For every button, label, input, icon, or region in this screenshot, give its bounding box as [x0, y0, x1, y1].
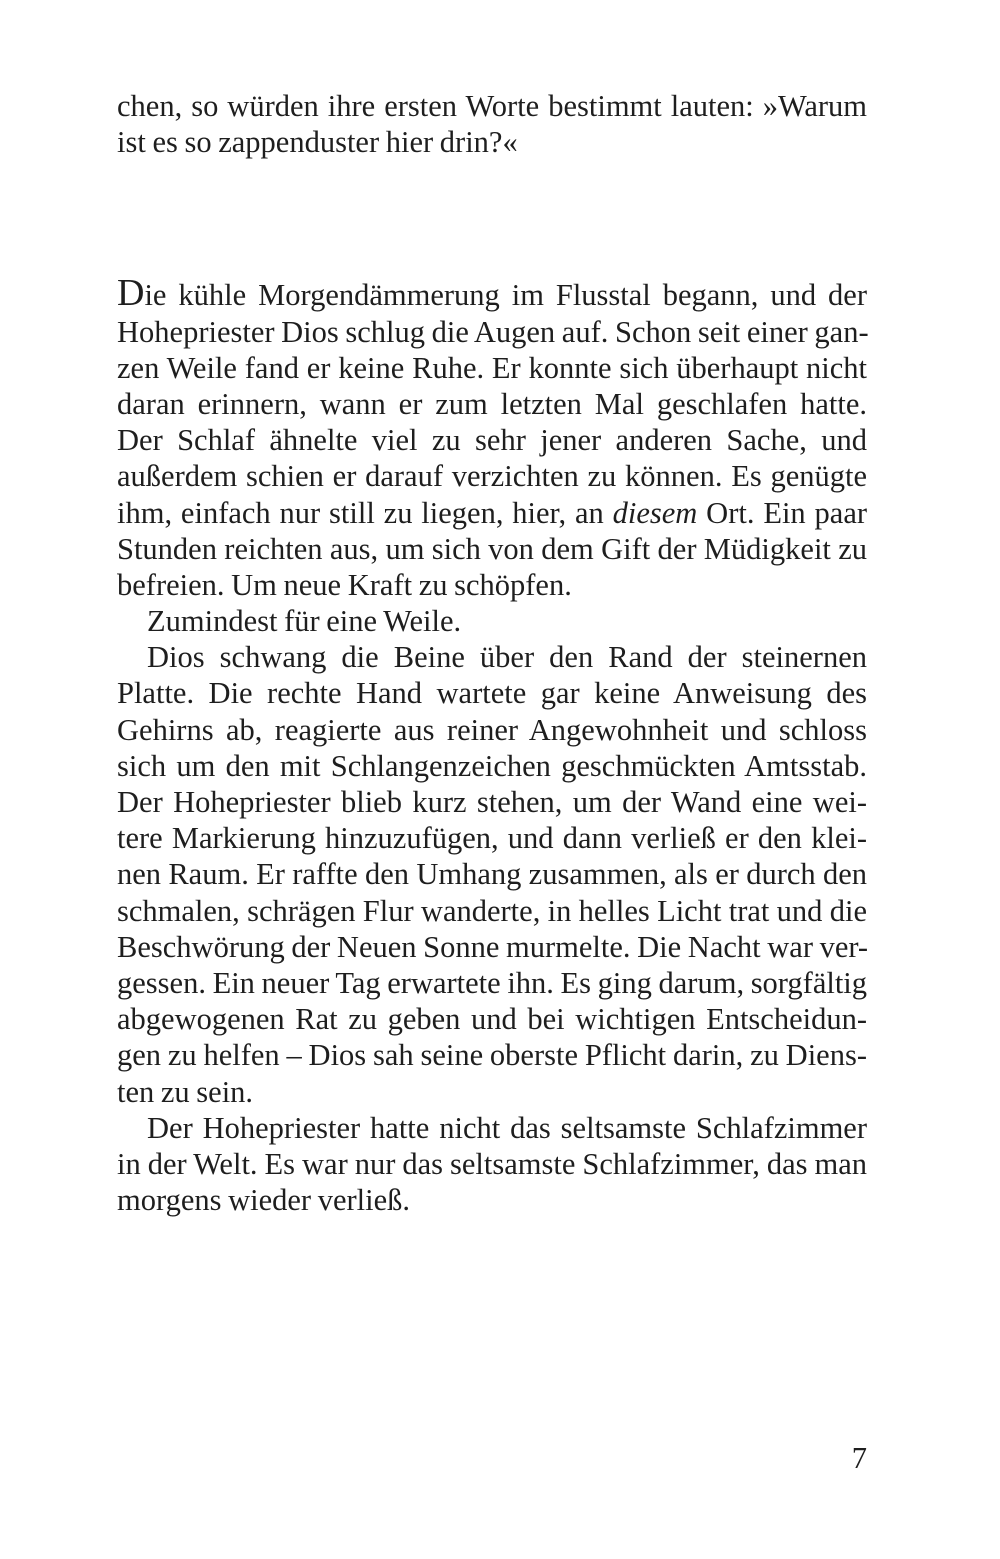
book-page-text	[117, 88, 867, 1218]
text-line: in der Welt. Es war nur das seltsamste Schlafzimmer, das man	[117, 1146, 867, 1181]
text-line: Platte. Die rechte Hand wartete gar keine Anweisung des	[117, 676, 867, 711]
initial-letter: D	[117, 272, 145, 315]
italic-word: diesem	[612, 495, 698, 530]
text-line: Dios schwang die Beine über den Rand der steinernen	[147, 640, 867, 675]
text-line: befreien. Um neue Kraft zu schöpfen.	[117, 567, 572, 602]
text-line: schmalen, schrägen Flur wanderte, in helles Licht trat und die	[117, 893, 867, 928]
text-line-first	[117, 272, 867, 315]
text-line: morgens wieder verließ.	[117, 1183, 411, 1218]
section-break	[117, 160, 867, 277]
first-line-text: ie kühle Morgendämmerung im Flusstal begann, und der	[144, 278, 867, 313]
text-line: daran erinnern, wann er zum letzten Mal geschlafen hatte.	[117, 386, 867, 421]
text-line: Gehirns ab, reagierte aus reiner Angewohnheit und schloss	[117, 712, 867, 747]
text-line: Hohepriester Dios schlug die Augen auf. Schon seit einer gan-	[117, 314, 869, 349]
text-line: Der Hohepriester blieb kurz stehen, um der Wand eine wei-	[117, 785, 867, 819]
text-line: chen, so würden ihre ersten Worte bestimmt lauten: »Warum	[117, 89, 867, 123]
text-line: zen Weile fand er keine Ruhe. Er konnte sich überhaupt nicht	[117, 350, 867, 385]
text-line: tere Markierung hinzuzufügen, und dann verließ er den klei-	[117, 821, 867, 856]
text-line: Beschwörung der Neuen Sonne murmelte. Die Nacht war ver-	[117, 929, 869, 964]
text-line: gessen. Ein neuer Tag erwartete ihn. Es ging darum, sorgfältig	[117, 965, 868, 1000]
text-line: ten zu sein.	[117, 1074, 254, 1109]
text-line: abgewogenen Rat zu geben und bei wichtigen Entscheidun-	[117, 1002, 867, 1037]
text-segment: Ort. Ein paar	[697, 495, 868, 530]
text-line-with-italic	[117, 495, 867, 531]
text-line: nen Raum. Er raffte den Umhang zusammen, als er durch den	[117, 857, 867, 892]
page-number: 7	[851, 1441, 867, 1475]
text-line: Stunden reichten aus, um sich von dem Gift der Müdigkeit zu	[117, 531, 867, 566]
text-line: Der Hohepriester hatte nicht das seltsamste Schlafzimmer	[147, 1110, 867, 1145]
text-line: Zumindest für eine Weile.	[147, 604, 462, 639]
text-line: außerdem schien er darauf verzichten zu können. Es genügte	[117, 459, 867, 494]
text-line: ist es so zappenduster hier drin?«	[117, 125, 518, 160]
text-segment: ihm, einfach nur still zu liegen, hier, an	[117, 495, 613, 530]
text-line: sich um den mit Schlangenzeichen geschmückten Amtsstab.	[117, 748, 867, 783]
text-line: gen zu helfen – Dios sah seine oberste Pflicht darin, zu Diens-	[117, 1038, 867, 1073]
text-line: Der Schlaf ähnelte viel zu sehr jener anderen Sache, und	[117, 423, 867, 458]
